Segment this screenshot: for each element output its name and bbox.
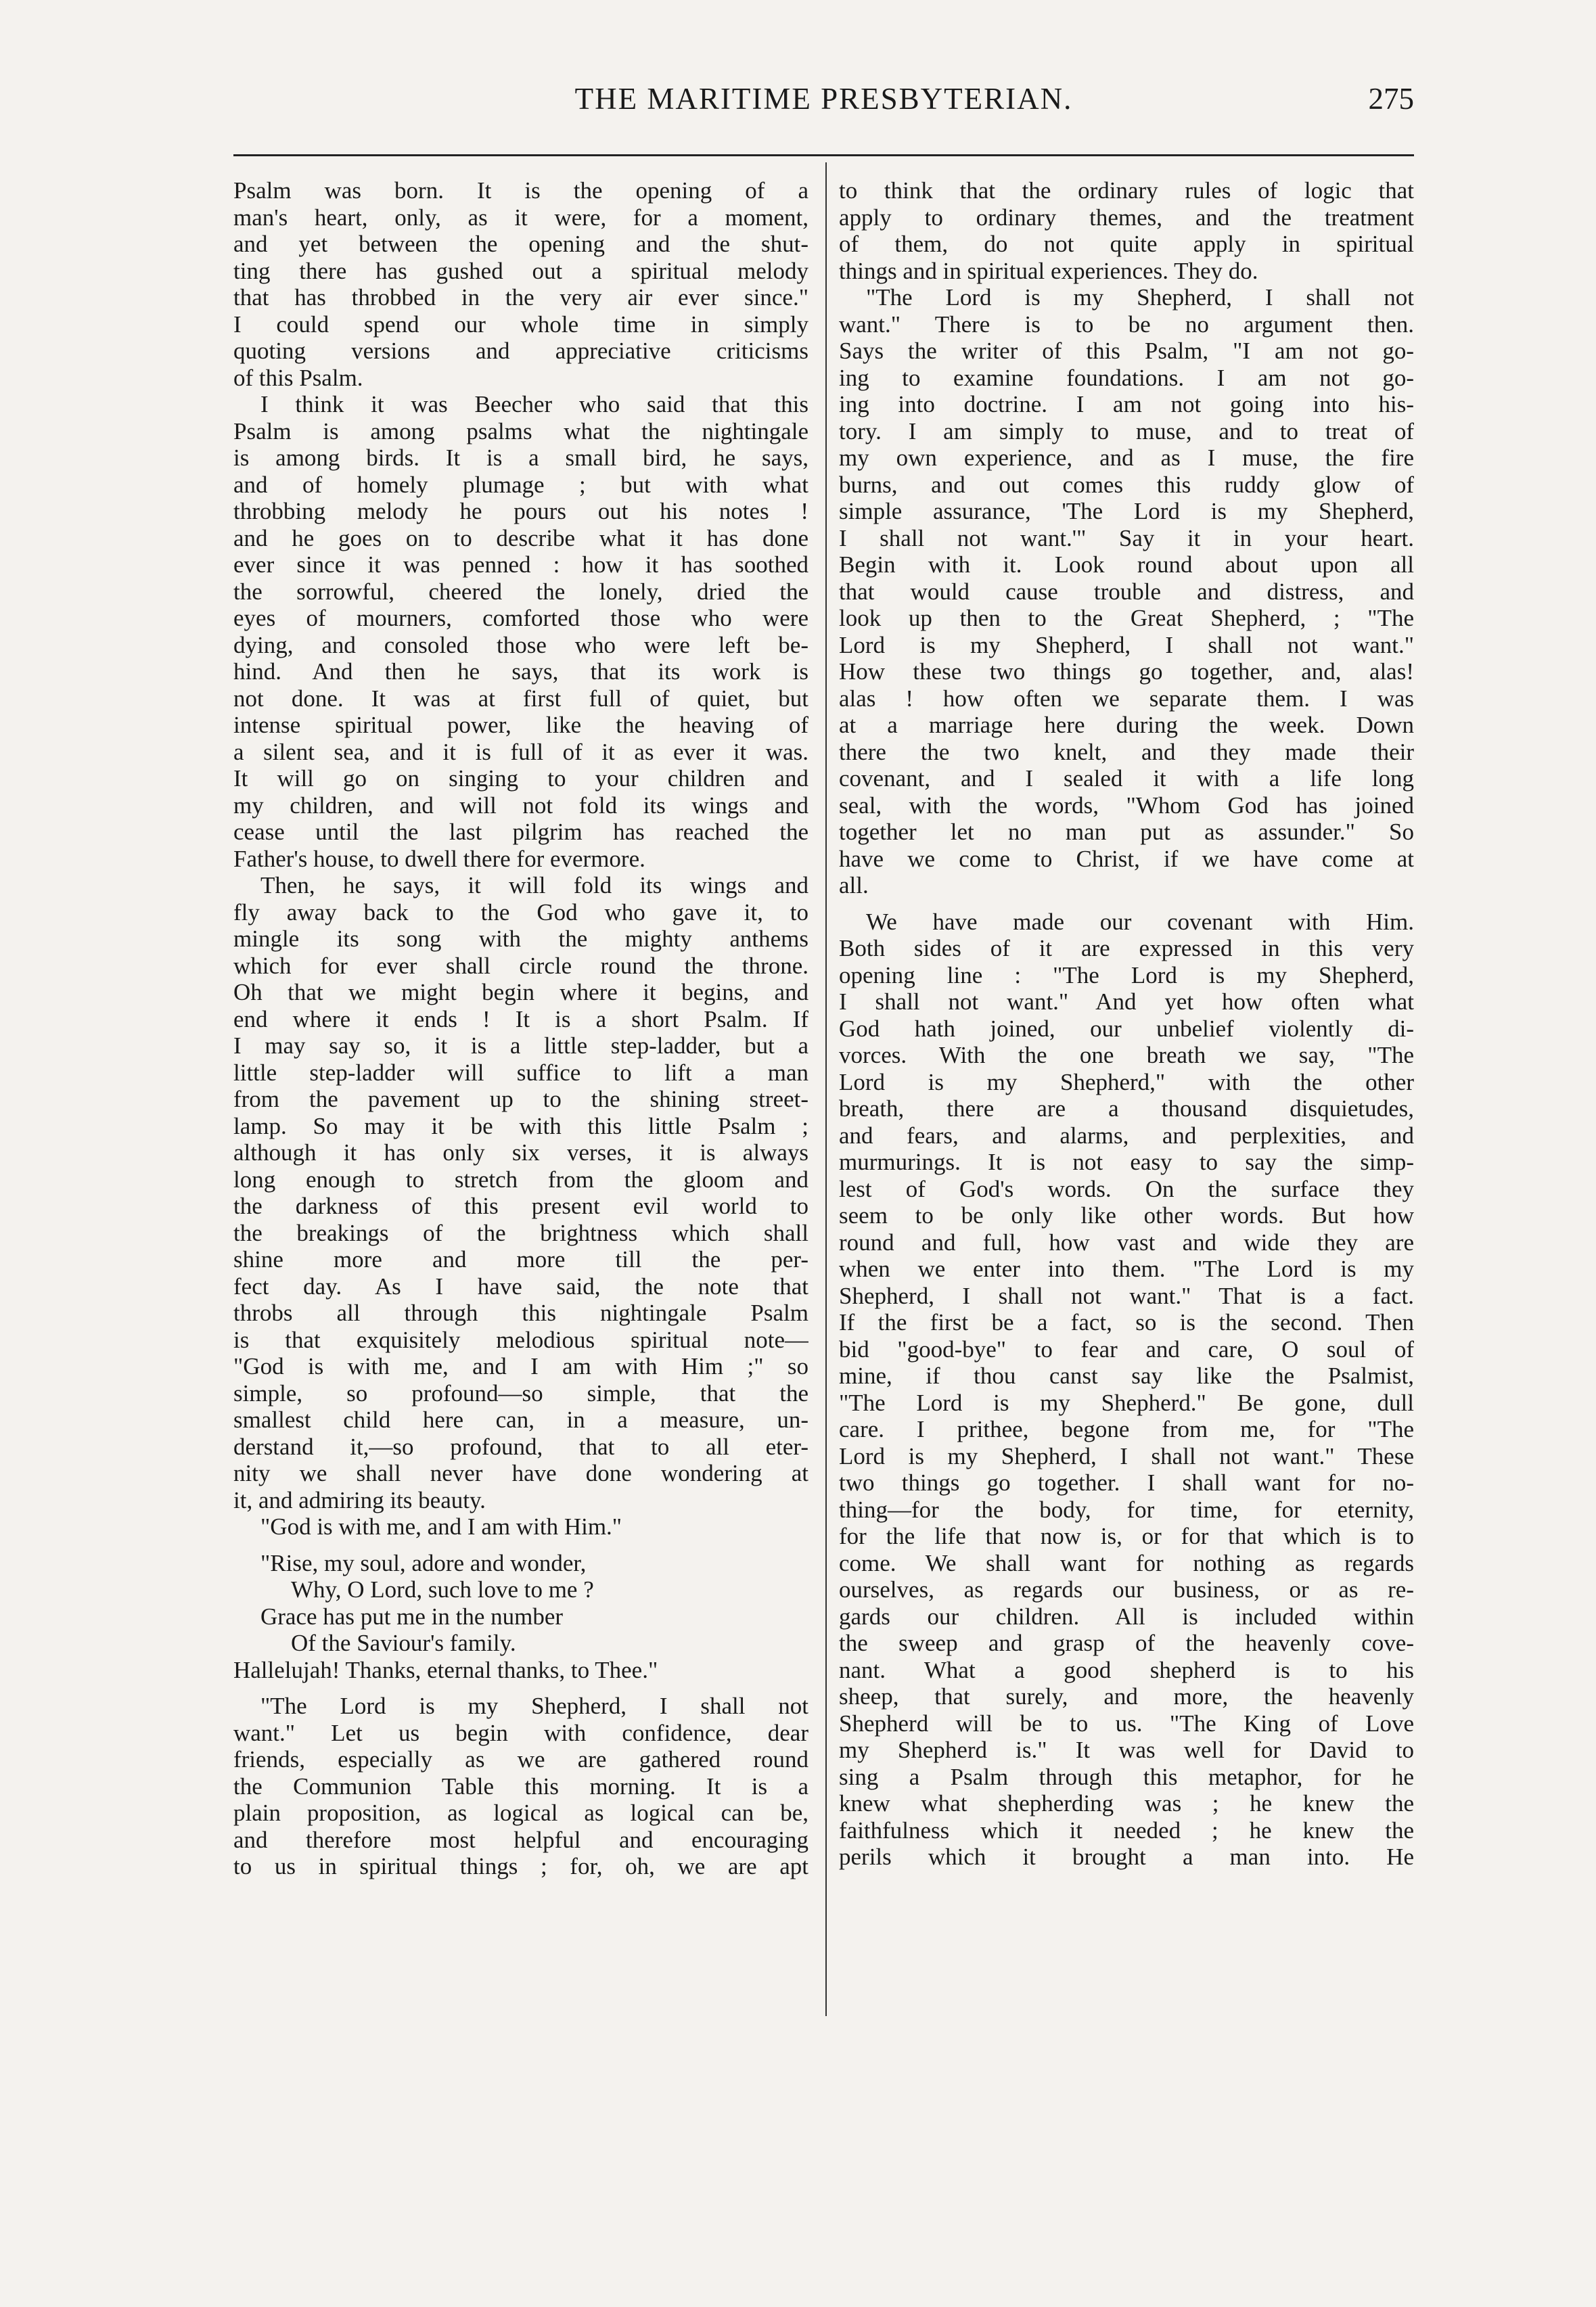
text-line: there the two knelt, and they made their: [839, 738, 1414, 765]
text-line: look up then to the Great Shepherd, ; "The: [839, 605, 1414, 631]
text-line: simple, so profound—so simple, that the: [233, 1379, 808, 1407]
text-line: long enough to stretch from the gloom and: [233, 1166, 808, 1193]
text-line: have we come to Christ, if we have come at: [839, 845, 1414, 872]
text-line: "The Lord is my Shepherd, I shall not: [866, 284, 1414, 311]
text-line: the Communion Table this morning. It is a: [233, 1773, 808, 1800]
text-line: the darkness of this present evil world to: [233, 1193, 808, 1219]
text-line: end where it ends ! It is a short Psalm. If: [233, 1005, 808, 1032]
text-line: my own experience, and as I muse, the fire: [839, 444, 1414, 471]
text-line: Why, O Lord, such love to me ?: [291, 1576, 594, 1603]
text-line: Oh that we might begin where it begins, and: [233, 979, 808, 1005]
text-line: murmurings. It is not easy to say the simp-: [839, 1149, 1414, 1175]
text-line: opening line : "The Lord is my Shepherd,: [839, 961, 1414, 988]
text-line: vorces. With the one breath we say, "The: [839, 1042, 1414, 1068]
text-line: dying, and consoled those who were left be-: [233, 631, 808, 658]
text-line: want." There is to be no argument then.: [839, 311, 1414, 338]
text-line: "Rise, my soul, adore and wonder,: [260, 1549, 587, 1576]
text-line: apply to ordinary themes, and the treatment: [839, 204, 1414, 231]
text-line: Begin with it. Look round about upon all: [839, 551, 1414, 578]
text-line: lest of God's words. On the surface they: [839, 1175, 1414, 1202]
text-line: I could spend our whole time in simply: [233, 311, 808, 338]
text-line: Of the Saviour's family.: [291, 1630, 516, 1656]
text-line: little step-ladder will suffice to lift a man: [233, 1059, 808, 1086]
text-line: when we enter into them. "The Lord is my: [839, 1256, 1414, 1282]
column-divider: [825, 162, 827, 2016]
text-line: throbs all through this nightingale Psalm: [233, 1300, 808, 1326]
text-line: my children, and will not fold its wings and: [233, 792, 808, 819]
text-line: bid "good-bye" to fear and care, O soul of: [839, 1335, 1414, 1363]
text-line: round and full, how vast and wide they are: [839, 1229, 1414, 1256]
text-line: nant. What a good shepherd is to his: [839, 1656, 1414, 1683]
text-line: and of homely plumage ; but with what: [233, 471, 808, 498]
text-line: It will go on singing to your children and: [233, 765, 808, 792]
text-line: We have made our covenant with Him.: [866, 908, 1414, 935]
page-header: [233, 81, 1414, 142]
text-line: Grace has put me in the number: [260, 1603, 564, 1630]
text-line: I shall not want." And yet how often what: [839, 988, 1414, 1015]
text-line: intense spiritual power, like the heaving of: [233, 712, 808, 738]
text-line: a silent sea, and it is full of it as ever it was.: [233, 738, 808, 765]
text-line: Shepherd will be to us. "The King of Love: [839, 1710, 1414, 1737]
text-line: "God is with me, and I am with Him ;" so: [233, 1353, 808, 1379]
text-line: the breakings of the brightness which shall: [233, 1219, 808, 1246]
text-line: together let no man put as assunder." So: [839, 819, 1414, 845]
text-line: at a marriage here during the week. Down: [839, 712, 1414, 738]
text-line: is that exquisitely melodious spiritual note—: [233, 1326, 808, 1353]
text-line: How these two things go together, and, alas!: [839, 658, 1414, 685]
text-line: fly away back to the God who gave it, to: [233, 898, 808, 926]
text-line: seal, with the words, "Whom God has joined: [839, 792, 1414, 819]
text-line: friends, especially as we are gathered round: [233, 1746, 808, 1773]
text-line: Lord is my Shepherd, I shall not want." These: [839, 1442, 1414, 1469]
text-line: quoting versions and appreciative criticisms: [233, 338, 808, 364]
text-line: hind. And then he says, that its work is: [233, 658, 808, 685]
text-line: plain proposition, as logical as logical can be,: [233, 1800, 808, 1826]
text-line: ourselves, as regards our business, or as re-: [839, 1576, 1414, 1603]
text-line: Shepherd, I shall not want." That is a fact.: [839, 1282, 1414, 1309]
text-line: sheep, that surely, and more, the heavenly: [839, 1683, 1414, 1710]
text-line: is among birds. It is a small bird, he says,: [233, 444, 808, 471]
text-line: Hallelujah! Thanks, eternal thanks, to Thee.": [233, 1656, 658, 1683]
text-line: of them, do not quite apply in spiritual: [839, 231, 1414, 257]
text-line: and yet between the opening and the shut-: [233, 231, 808, 257]
text-line: to think that the ordinary rules of logic that: [839, 177, 1414, 204]
text-line: lamp. So may it be with this little Psalm ;: [233, 1112, 808, 1139]
text-line: come. We shall want for nothing as regards: [839, 1549, 1414, 1576]
text-line: which for ever shall circle round the throne.: [233, 952, 808, 979]
text-line: of this Psalm.: [233, 364, 363, 391]
text-line: "God is with me, and I am with Him.": [260, 1513, 622, 1540]
text-line: ever since it was penned : how it has soothed: [233, 551, 808, 578]
text-line: eyes of mourners, comforted those who were: [233, 605, 808, 631]
text-line: Says the writer of this Psalm, "I am not go-: [839, 338, 1414, 364]
text-line: derstand it,—so profound, that to all eter-: [233, 1433, 808, 1460]
text-line: covenant, and I sealed it with a life long: [839, 765, 1414, 792]
text-line: the sweep and grasp of the heavenly cove-: [839, 1630, 1414, 1656]
text-line: and therefore most helpful and encouraging: [233, 1826, 808, 1853]
running-title: THE MARITIME PRESBYTERIAN.: [574, 82, 1073, 116]
header-rule: [233, 154, 1414, 156]
text-line: Psalm is among psalms what the nightingale: [233, 417, 808, 444]
text-line: and he goes on to describe what it has done: [233, 524, 808, 551]
text-line: two things go together. I shall want for no-: [839, 1469, 1414, 1496]
text-line: and fears, and alarms, and perplexities, and: [839, 1122, 1414, 1149]
text-line: gards our children. All is included within: [839, 1603, 1414, 1630]
right-column: [839, 177, 1414, 1871]
text-line: ing to examine foundations. I am not go-: [839, 364, 1414, 391]
text-line: fect day. As I have said, the note that: [233, 1273, 808, 1300]
text-line: I may say so, it is a little step-ladder, but a: [233, 1032, 808, 1059]
text-line: faithfulness which it needed ; he knew the: [839, 1817, 1414, 1844]
text-line: Then, he says, it will fold its wings and: [260, 872, 808, 898]
text-line: Lord is my Shepherd, I shall not want.": [839, 631, 1414, 658]
text-line: from the pavement up to the shining street-: [233, 1086, 808, 1112]
text-line: not done. It was at first full of quiet, but: [233, 685, 808, 712]
left-column: [233, 177, 808, 1880]
text-line: tory. I am simply to muse, and to treat of: [839, 417, 1414, 444]
text-line: all.: [839, 872, 869, 898]
text-line: mingle its song with the mighty anthems: [233, 926, 808, 952]
text-line: throbbing melody he pours out his notes !: [233, 498, 808, 524]
text-line: Psalm was born. It is the opening of a: [233, 177, 808, 204]
text-line: the sorrowful, cheered the lonely, dried the: [233, 578, 808, 605]
text-line: If the first be a fact, so is the second. Then: [839, 1309, 1414, 1335]
text-line: it, and admiring its beauty.: [233, 1486, 486, 1513]
text-line: burns, and out comes this ruddy glow of: [839, 471, 1414, 498]
text-line: sing a Psalm through this metaphor, for he: [839, 1763, 1414, 1790]
text-line: I think it was Beecher who said that this: [260, 391, 808, 417]
text-line: breath, there are a thousand disquietudes,: [839, 1095, 1414, 1122]
text-line: smallest child here can, in a measure, un-: [233, 1407, 808, 1433]
text-line: Both sides of it are expressed in this very: [839, 935, 1414, 961]
text-line: to us in spiritual things ; for, oh, we are apt: [233, 1853, 808, 1879]
text-line: simple assurance, 'The Lord is my Shepherd,: [839, 498, 1414, 524]
text-line: "The Lord is my Shepherd." Be gone, dull: [839, 1389, 1414, 1416]
text-line: Lord is my Shepherd," with the other: [839, 1068, 1414, 1095]
text-line: things and in spiritual experiences. They do.: [839, 257, 1258, 284]
text-line: thing—for the body, for time, for eternity,: [839, 1496, 1414, 1523]
text-line: although it has only six verses, it is always: [233, 1139, 808, 1166]
text-line: ting there has gushed out a spiritual melody: [233, 257, 808, 284]
text-line: knew what shepherding was ; he knew the: [839, 1790, 1414, 1817]
text-line: that has throbbed in the very air ever since.": [233, 284, 808, 311]
text-line: that would cause trouble and distress, and: [839, 578, 1414, 605]
text-line: want." Let us begin with confidence, dear: [233, 1719, 808, 1746]
text-line: mine, if thou canst say like the Psalmist,: [839, 1363, 1414, 1389]
text-line: ing into doctrine. I am not going into his-: [839, 391, 1414, 417]
text-line: I shall not want.'" Say it in your heart.: [839, 524, 1414, 551]
text-line: shine more and more till the per-: [233, 1246, 808, 1273]
text-line: perils which it brought a man into. He: [839, 1844, 1414, 1870]
text-line: for the life that now is, or for that which is to: [839, 1523, 1414, 1549]
text-line: God hath joined, our unbelief violently di-: [839, 1015, 1414, 1042]
text-line: seem to be only like other words. But how: [839, 1202, 1414, 1229]
page-number: 275: [1368, 82, 1414, 116]
text-line: nity we shall never have done wondering at: [233, 1460, 808, 1486]
text-line: alas ! how often we separate them. I was: [839, 685, 1414, 712]
text-line: man's heart, only, as it were, for a moment,: [233, 204, 808, 231]
text-line: Father's house, to dwell there for evermore.: [233, 845, 645, 872]
text-line: my Shepherd is." It was well for David to: [839, 1737, 1414, 1763]
text-line: cease until the last pilgrim has reached the: [233, 819, 808, 845]
text-line: "The Lord is my Shepherd, I shall not: [260, 1693, 808, 1719]
text-line: care. I prithee, begone from me, for "The: [839, 1416, 1414, 1442]
